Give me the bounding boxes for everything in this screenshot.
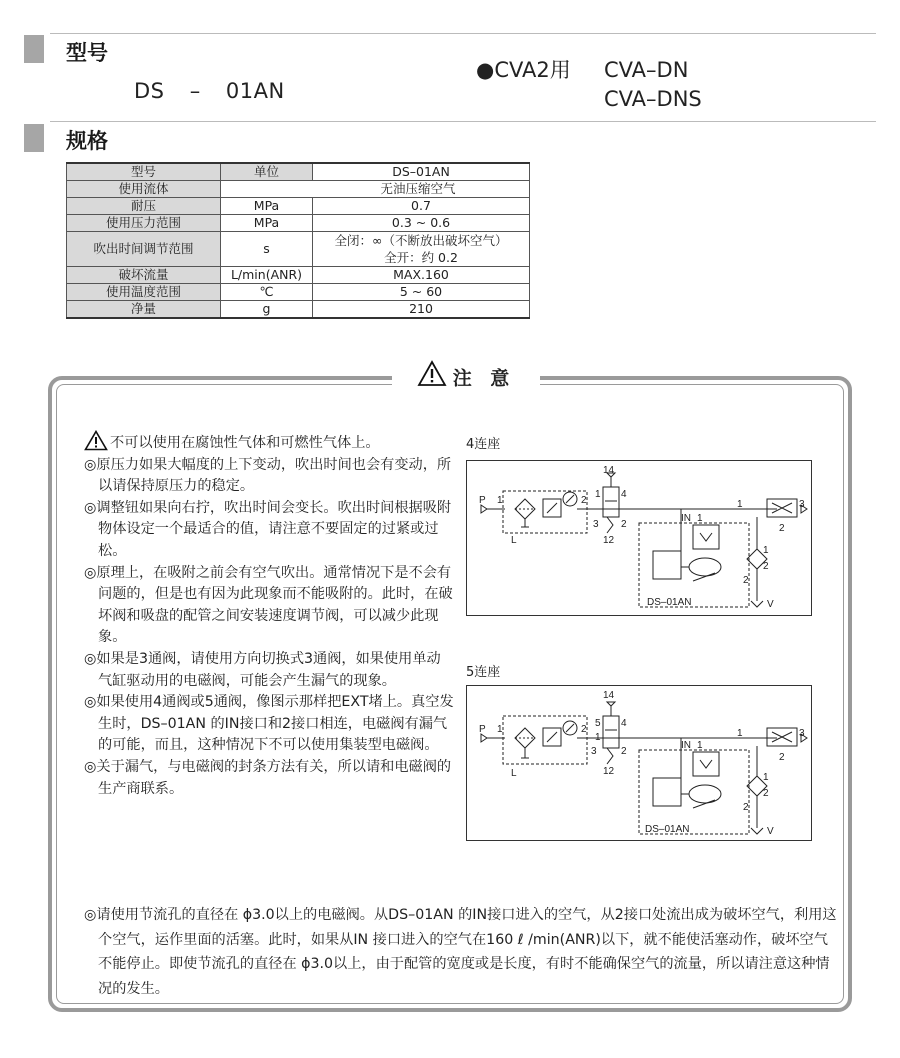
model-dash: – [189, 79, 201, 103]
label-v1: 1 [595, 489, 601, 500]
label-14: 14 [603, 690, 615, 701]
label-b2: 2 [743, 575, 749, 586]
label-r2: 2 [779, 752, 785, 763]
cva-label: ●CVA2用 [476, 58, 571, 82]
row-unit: s [221, 232, 313, 267]
notice-item-wide: ◎请使用节流孔的直径在 ϕ3.0以上的电磁阀。从DS–01AN 的IN接口进入的空气，从2接口处流出成为破坏空气，利用这个空气，运作里面的活塞。此时，如果从IN 接口进入的空气在160 ℓ /min(ANR)以下，就不能使活塞动作，破坏空气不能停止。即使节流孔的直径在 ϕ3.0以上，由于配管的宽度或是长度，有时不能确保空气的流量，所以请注意这种情况的发生。 [84, 907, 837, 997]
label-v5: 5 [595, 718, 601, 729]
row-unit: g [221, 301, 313, 319]
row-label: 破坏流量 [67, 267, 221, 284]
section-divider [50, 121, 876, 122]
label-12: 12 [603, 535, 615, 546]
row-label: 使用压力范围 [67, 215, 221, 232]
label-v2: 2 [621, 746, 627, 757]
row-value: 210 [313, 301, 530, 319]
label-l: L [511, 768, 517, 779]
pneumatic-diagram-5 [466, 685, 812, 841]
label-f2: 2 [763, 561, 769, 572]
header-label: 型号 [67, 163, 221, 181]
cva-model-2: CVA–DNS [604, 87, 702, 111]
blow-time-open: 全开：约 0.2 [384, 250, 458, 265]
row-value: 0.3 ~ 0.6 [313, 215, 530, 232]
model-suffix: 01AN [225, 79, 285, 103]
warning-icon [84, 430, 108, 451]
spec-section-title: 规格 [66, 129, 108, 153]
label-f2: 2 [763, 788, 769, 799]
row-value: 0.7 [313, 198, 530, 215]
label-r3: 3 [799, 728, 805, 739]
label-l: L [511, 535, 517, 546]
table-row [67, 198, 530, 215]
label-b2: 2 [743, 802, 749, 813]
blow-time-closed: 全闭：∞（不断放出破坏空气） [334, 233, 508, 248]
label-f1: 1 [763, 545, 769, 556]
pneumatic-diagram-4 [466, 460, 812, 616]
label-in: IN [681, 513, 691, 524]
label-v1: 1 [595, 732, 601, 743]
warning-icon [417, 360, 447, 398]
row-label: 耐压 [67, 198, 221, 215]
row-unit: MPa [221, 215, 313, 232]
label-r3: 3 [799, 499, 805, 510]
notice-item: ◎如果是3通阀，请使用方向切换式3通阀，如果使用单动气缸驱动用的电磁阀，可能会产生漏气的现象。 [84, 650, 441, 689]
label-v3: 3 [591, 746, 597, 757]
row-unit: L/min(ANR) [221, 267, 313, 284]
label-in-1: 1 [697, 513, 703, 524]
row-value: 无油压缩空气 [221, 181, 530, 198]
spec-table [66, 162, 530, 319]
diagram-5-title: 5连座 [466, 665, 501, 680]
section-marker [24, 35, 44, 63]
table-row [67, 232, 530, 267]
label-1: 1 [497, 724, 503, 735]
row-label: 净量 [67, 301, 221, 319]
label-v4: 4 [621, 489, 627, 500]
row-value: MAX.160 [313, 267, 530, 284]
notice-warning [84, 430, 454, 455]
label-v2: 2 [621, 519, 627, 530]
label-in-1: 1 [697, 740, 703, 751]
section-divider [50, 33, 876, 34]
table-header-row [67, 163, 530, 181]
label-v: V [767, 826, 774, 837]
notice-item: ◎关于漏气，与电磁阀的封条方法有关，所以请和电磁阀的生产商联系。 [84, 758, 452, 797]
header-value: DS–01AN [313, 163, 530, 181]
cva-model-1: CVA–DN [604, 58, 689, 82]
row-value [313, 232, 530, 267]
model-number [134, 79, 285, 103]
label-p: P [479, 495, 486, 506]
header-unit: 单位 [221, 163, 313, 181]
model-section-title: 型号 [66, 41, 108, 65]
label-v3: 3 [593, 519, 599, 530]
row-label: 使用流体 [67, 181, 221, 198]
label-in: IN [681, 740, 691, 751]
row-value: 5 ~ 60 [313, 284, 530, 301]
table-row [67, 284, 530, 301]
label-v: V [767, 599, 774, 610]
notice-item: ◎原理上，在吸附之前会有空气吹出。通常情况下是不会有问题的，但是也有因为此现象而不能吸附的。此时，在破坏阀和吸盘的配管之间安装速度调节阀，可以减少此现象。 [84, 564, 453, 646]
notice-warning-text: 不可以使用在腐蚀性气体和可燃性气体上。 [110, 435, 380, 451]
label-r1: 1 [737, 728, 743, 739]
label-f1: 1 [763, 772, 769, 783]
row-label: 使用温度范围 [67, 284, 221, 301]
notice-title [392, 360, 540, 394]
table-row [67, 301, 530, 319]
label-12: 12 [603, 766, 615, 777]
row-label: 吹出时间调节范围 [67, 232, 221, 267]
row-unit: MPa [221, 198, 313, 215]
notice-list [84, 430, 454, 800]
table-row [67, 267, 530, 284]
part-label: DS–01AN [647, 597, 692, 608]
section-marker [24, 124, 44, 152]
label-1: 1 [497, 495, 503, 506]
notice-title-text: 注 意 [452, 367, 516, 390]
row-unit: ℃ [221, 284, 313, 301]
part-label: DS–01AN [645, 824, 690, 835]
notice-item: ◎如果使用4通阀或5通阀，像图示那样把EXT堵上。真空发生时，DS–01AN 的IN接口和2接口相连，电磁阀有漏气的可能，而且，这种情况下不可以使用集装型电磁阀。 [84, 694, 454, 754]
label-v4: 4 [621, 718, 627, 729]
notice-item: ◎原压力如果大幅度的上下变动，吹出时间也会有变动，所以请保持原压力的稳定。 [84, 456, 452, 495]
label-2: 2 [581, 495, 587, 506]
cva-compatible-models [476, 56, 702, 114]
label-14: 14 [603, 465, 615, 476]
table-row [67, 181, 530, 198]
label-p: P [479, 724, 486, 735]
table-row [67, 215, 530, 232]
diagram-4-title: 4连座 [466, 437, 501, 452]
notice-item: ◎调整钮如果向右拧，吹出时间会变长。吹出时间根据吸附物体设定一个最适合的值，请注意不要固定的过紧或过松。 [84, 499, 452, 559]
model-prefix: DS [134, 79, 165, 103]
label-2: 2 [581, 724, 587, 735]
label-r1: 1 [737, 499, 743, 510]
label-r2: 2 [779, 523, 785, 534]
